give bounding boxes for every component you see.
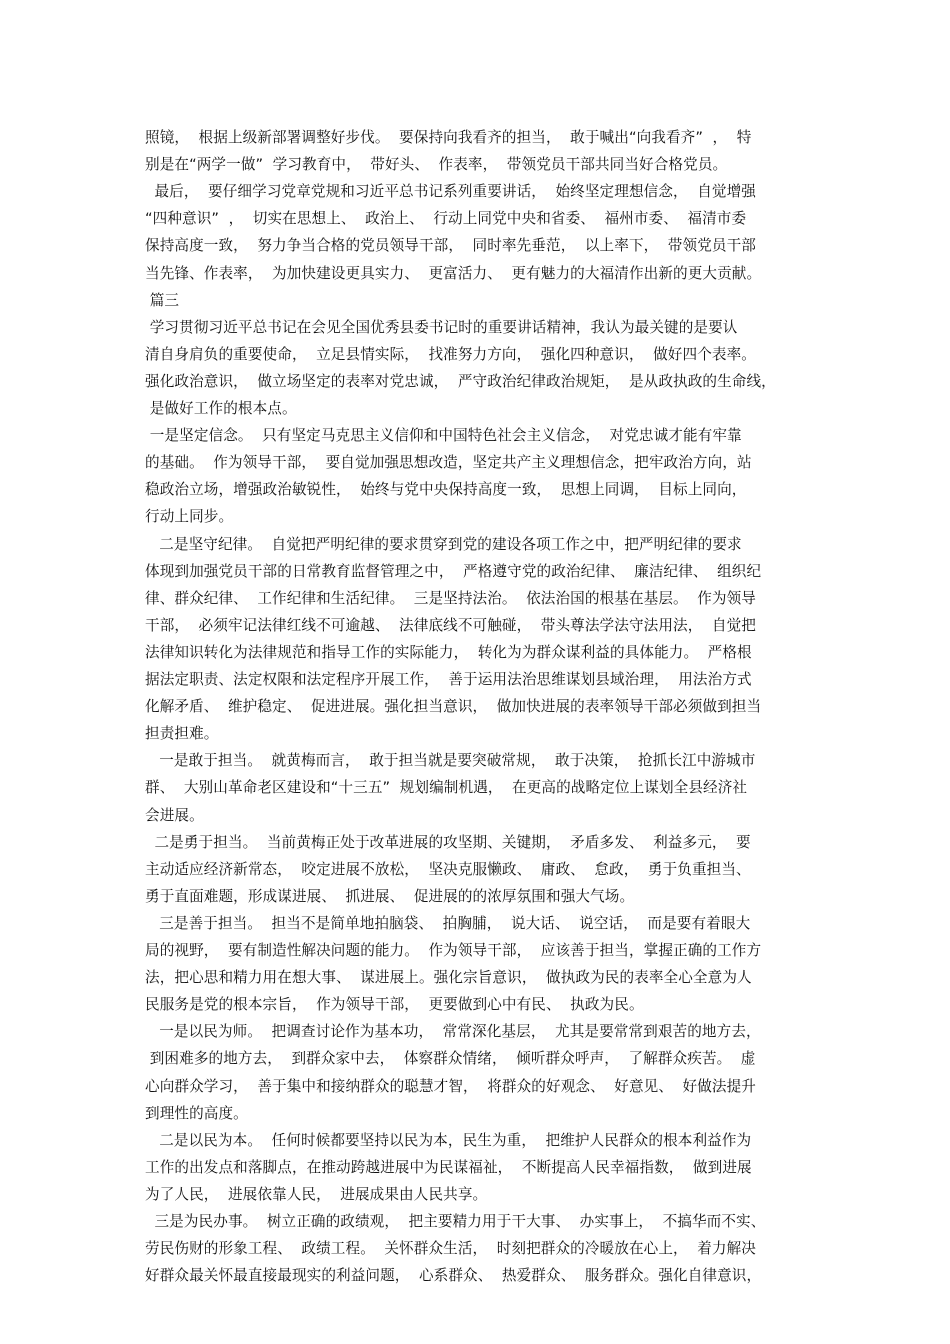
text-line: 到困难多的地方去， 到群众家中去， 体察群众情绪， 倾听群众呼声， 了解群众疾苦。 虚 <box>145 1050 756 1068</box>
text-line: 的基础。 作为领导干部， 要自觉加强思想改造，坚定共产主义理想信念，把牢政治方向，站 <box>145 454 752 472</box>
text-line: 一是坚定信念。 只有坚定马克思主义信仰和中国特色社会主义信念， 对党忠诚才能有牢靠 <box>145 427 742 445</box>
text-line: “四种意识” ， 切实在思想上、 政治上、 行动上同党中央和省委、 福州市委、 福清市委 <box>145 210 747 228</box>
text-line: 群、 大别山革命老区建设和“十三五” 规划编制机遇， 在更高的战略定位上谋划全县经济社 <box>145 779 748 797</box>
text-line: 三是善于担当。 担当不是简单地拍脑袋、 拍胸脯， 说大话、 说空话， 而是要有着眼大 <box>145 914 751 932</box>
text-line: 到理性的高度。 <box>145 1104 248 1122</box>
text-line: 民服务是党的根本宗旨， 作为领导干部， 更要做到心中有民、 执政为民。 <box>145 996 644 1014</box>
text-line: 别是在“两学一做” 学习教育中， 带好头、 作表率， 带领党员干部共同当好合格党员。 <box>145 156 728 174</box>
text-line: 二是坚守纪律。 自觉把严明纪律的要求贯穿到党的建设各项工作之中，把严明纪律的要求 <box>145 535 742 553</box>
text-line: 行动上同步。 <box>145 508 234 526</box>
text-line: 劳民伤财的形象工程、 政绩工程。 关怀群众生活， 时刻把群众的冷暖放在心上， 着力解决 <box>145 1240 756 1258</box>
text-line: 二是以民为本。 任何时候都要坚持以民为本，民生为重， 把维护人民群众的根本利益作为 <box>145 1131 752 1149</box>
text-line: 担责担难。 <box>145 725 219 743</box>
text-line: 局的视野， 要有制造性解决问题的能力。 作为领导干部， 应该善于担当，掌握正确的工作方 <box>145 942 762 959</box>
text-line: 一是以民为师。 把调查讨论作为基本功， 常常深化基层， 尤其是要常常到艰苦的地方去， <box>145 1023 761 1041</box>
text-line: 工作的出发点和落脚点，在推动跨越进展中为民谋福祉， 不断提高人民幸福指数， 做到进展 <box>145 1158 752 1176</box>
text-line: 会进展。 <box>145 806 204 824</box>
text-line: 法，把心思和精力用在想大事、 谋进展上。强化宗旨意识， 做执政为民的表率全心全意为人 <box>145 969 752 987</box>
text-line: 照镜， 根据上级新部署调整好步伐。 要保持向我看齐的担当， 敢于喊出“向我看齐” ， 特 <box>145 129 752 146</box>
text-line: 三是为民办事。 树立正确的政绩观， 把主要精力用于干大事、 办实事上， 不搞华而不实、 <box>145 1213 766 1230</box>
text-line: 二是勇于担当。 当前黄梅正处于改革进展的攻坚期、关键期， 矛盾多发、 利益多元， 要 <box>145 833 751 851</box>
text-line: 心向群众学习， 善于集中和接纳群众的聪慧才智， 将群众的好观念、 好意见、 好做法提升 <box>145 1077 756 1095</box>
text-line: 体现到加强党员干部的日常教育监督管理之中， 严格遵守党的政治纪律、 廉洁纪律、 组织纪 <box>145 562 762 580</box>
text-line: 稳政治立场，增强政治敏锐性， 始终与党中央保持高度一致， 思想上同调， 目标上同向， <box>145 481 747 499</box>
text-line: 学习贯彻习近平总书记在会见全国优秀县委书记时的重要讲话精神，我认为最关键的是要认 <box>145 318 738 336</box>
text-line: 最后， 要仔细学习党章党规和习近平总书记系列重要讲话， 始终坚定理想信念， 自觉增强 <box>145 183 756 201</box>
text-line: 法律知识转化为法律规范和指导工作的实际能力， 转化为为群众谋利益的具体能力。 严格根 <box>145 643 752 661</box>
text-line: 强化政治意识， 做立场坚定的表率对党忠诚， 严守政治纪律政治规矩， 是从政执政的生命线， <box>145 372 776 390</box>
text-line: 清自身肩负的重要使命， 立足县情实际， 找准努力方向， 强化四种意识， 做好四个表率。 <box>145 345 756 363</box>
text-line: 律、群众纪律、 工作纪律和生活纪律。 三是坚持法治。 依法治国的根基在基层。 作为领导 <box>145 589 756 607</box>
text-line: 化解矛盾、 维护稳定、 促进进展。强化担当意识， 做加快进展的表率领导干部必须做到担当 <box>145 698 762 716</box>
text-line: 是做好工作的根本点。 <box>145 400 297 417</box>
text-line: 篇三 <box>145 291 180 309</box>
text-line: 好群众最关怀最直接最现实的利益问题， 心系群众、 热爱群众、 服务群众。强化自律意识， <box>145 1267 762 1285</box>
text-line: 当先锋、作表率， 为加快建设更具实力、 更富活力、 更有魅力的大福清作出新的更大贡献。 <box>145 264 762 282</box>
text-line: 主动适应经济新常态， 咬定进展不放松， 坚决克服懒政、 庸政、 怠政， 勇于负重担当、 <box>145 860 751 878</box>
text-line: 据法定职责、法定权限和法定程序开展工作， 善于运用法治思维谋划县域治理， 用法治方式 <box>145 671 752 688</box>
text-line: 一是敢于担当。 就黄梅而言， 敢于担当就是要突破常规， 敢于决策， 抢抓长江中游城市 <box>145 752 756 770</box>
text-line: 干部， 必须牢记法律红线不可逾越、 法律底线不可触碰， 带头尊法学法守法用法， 自觉把 <box>145 616 756 634</box>
text-line: 为了人民， 进展依靠人民， 进展成果由人民共享。 <box>145 1185 488 1203</box>
text-line: 勇于直面难题，形成谋进展、 抓进展、 促进展的的浓厚氛围和强大气场。 <box>145 887 635 905</box>
text-line: 保持高度一致， 努力争当合格的党员领导干部， 同时率先垂范， 以上率下， 带领党员干部 <box>145 237 756 255</box>
